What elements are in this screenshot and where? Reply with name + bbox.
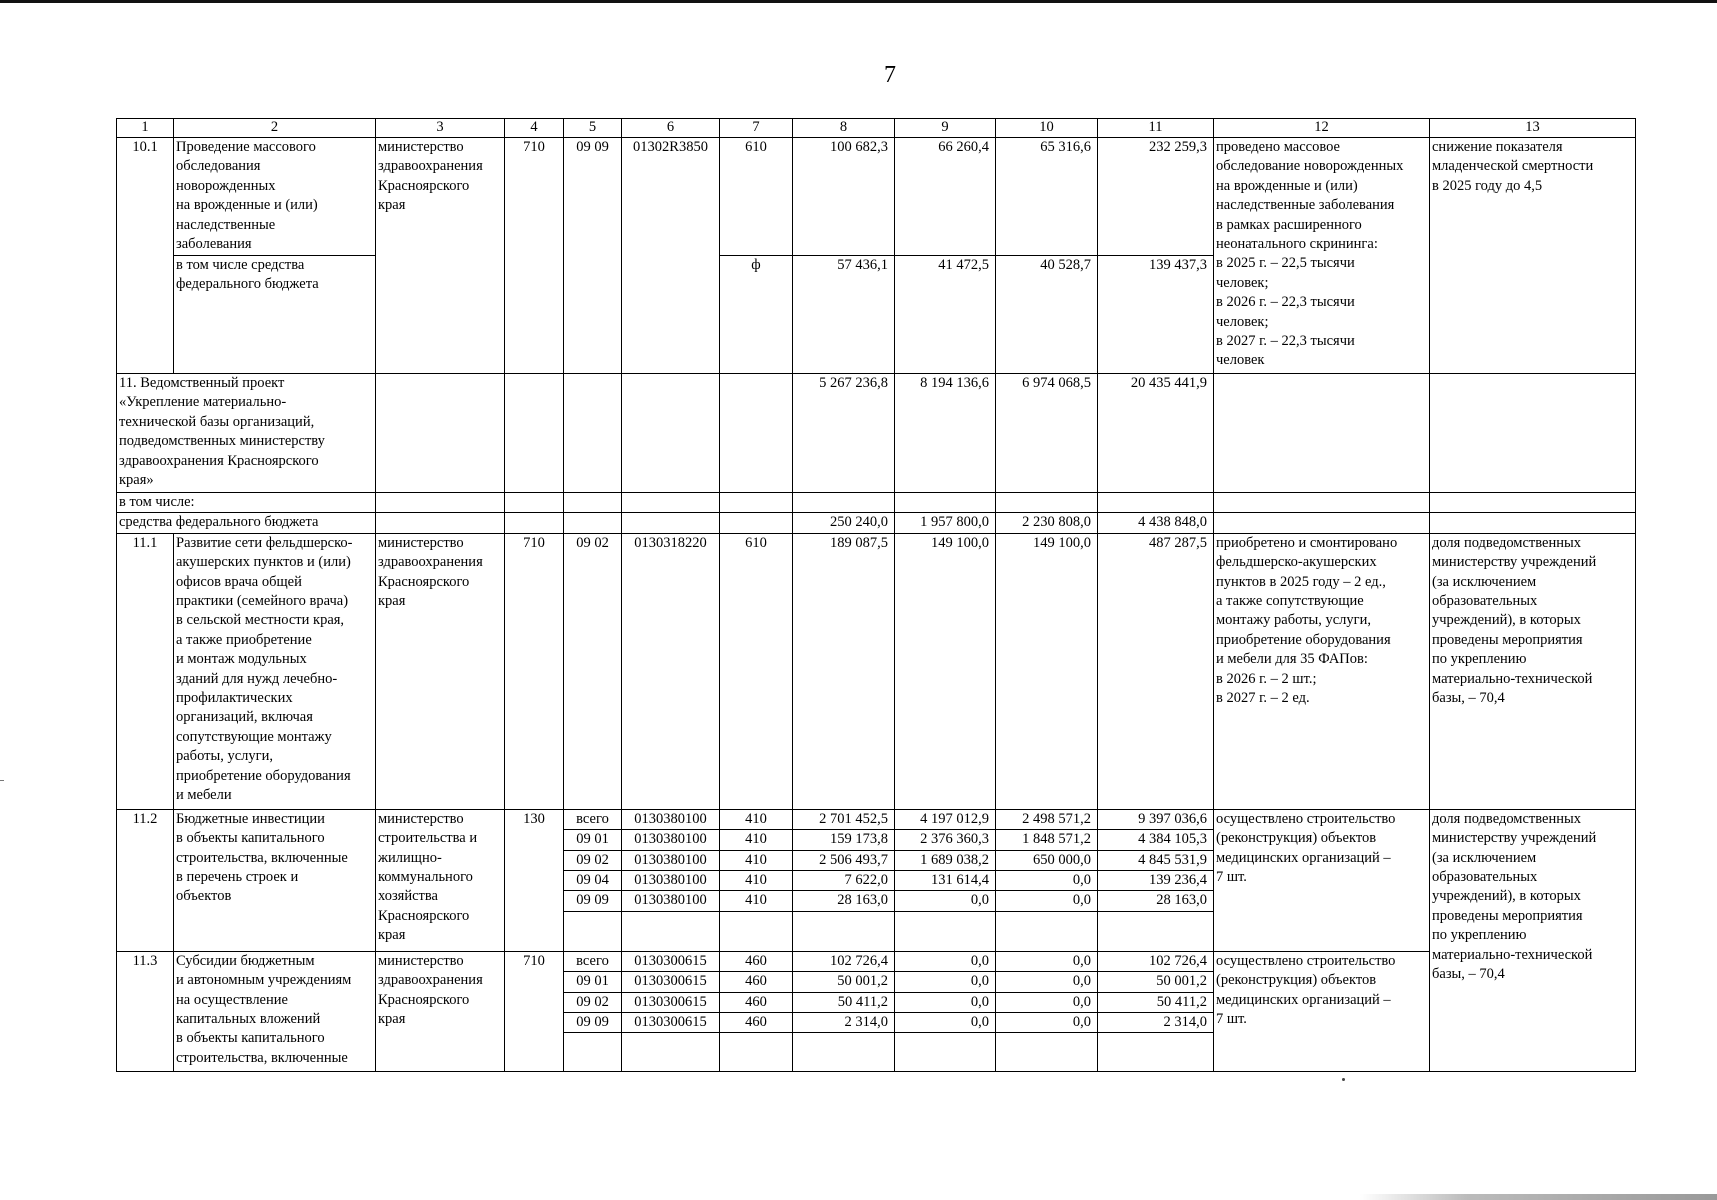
including-label: в том числе: [117, 493, 376, 513]
budget-table [116, 118, 1636, 1072]
cell-c9: 1 957 800,0 [895, 513, 996, 533]
cell-c7: 460 [720, 972, 793, 992]
cell-c7: 410 [720, 850, 793, 870]
header-cell: 10 [996, 119, 1098, 138]
result-text: проведено массовое обследование новорожденных на врожденные и (или) наследственные заболевания в рамках расширенного неонатального скрининга: в 2025 г. – 22,5 тысячи человек; в 2026 г. – 22,3 тысячи человек; в 2027 г. – 22,3 тысячи человек [1214, 138, 1430, 374]
cell-c5: всего [564, 809, 622, 829]
empty-cell [1214, 513, 1430, 533]
cell-c9: 0,0 [895, 891, 996, 911]
cell-c5: 09 02 [564, 533, 622, 809]
cell-c8: 2 506 493,7 [793, 850, 895, 870]
project-title: 11. Ведомственный проект «Укрепление материально- технической базы организаций, подведомственных министерству здравоохранения Красноярского края» [117, 374, 376, 493]
cell-c5: 09 09 [564, 138, 622, 374]
cell-c11: 4 384 105,3 [1098, 830, 1214, 850]
cell-c7: 460 [720, 992, 793, 1012]
cell-c10: 650 000,0 [996, 850, 1098, 870]
indicator-text: снижение показателя младенческой смертности в 2025 году до 4,5 [1430, 138, 1636, 374]
empty-cell [996, 493, 1098, 513]
header-cell: 3 [376, 119, 505, 138]
result-text: осуществлено строительство (реконструкция) объектов медицинских организаций – 7 шт. [1214, 809, 1430, 951]
table-row [117, 493, 1636, 513]
empty-cell [564, 374, 622, 493]
empty-cell [622, 374, 720, 493]
header-cell: 8 [793, 119, 895, 138]
empty-cell [564, 493, 622, 513]
cell-c5: 09 02 [564, 850, 622, 870]
cell-c7: 460 [720, 1013, 793, 1033]
header-cell: 11 [1098, 119, 1214, 138]
cell-c9: 66 260,4 [895, 138, 996, 256]
cell-c11: 50 001,2 [1098, 972, 1214, 992]
empty-cell [793, 1033, 895, 1072]
empty-cell [895, 1033, 996, 1072]
cell-c11: 487 287,5 [1098, 533, 1214, 809]
cell-c11: 139 236,4 [1098, 871, 1214, 891]
cell-c6: 0130380100 [622, 809, 720, 829]
empty-cell [895, 493, 996, 513]
empty-cell [1214, 374, 1430, 493]
empty-cell [1430, 374, 1636, 493]
cell-c10: 0,0 [996, 992, 1098, 1012]
cell-c6: 0130380100 [622, 830, 720, 850]
empty-cell [564, 911, 622, 951]
empty-cell [1214, 493, 1430, 513]
cell-c11: 102 726,4 [1098, 951, 1214, 971]
cell-c8: 28 163,0 [793, 891, 895, 911]
empty-cell [793, 911, 895, 951]
cell-c8: 50 001,2 [793, 972, 895, 992]
header-cell: 5 [564, 119, 622, 138]
header-cell: 1 [117, 119, 174, 138]
cell-c6: 0130380100 [622, 891, 720, 911]
cell-c10: 2 498 571,2 [996, 809, 1098, 829]
empty-cell [622, 513, 720, 533]
cell-c8: 5 267 236,8 [793, 374, 895, 493]
empty-cell [564, 1033, 622, 1072]
scan-mark [0, 780, 4, 781]
executor: министерство строительства и жилищно- коммунального хозяйства Красноярского края [376, 809, 505, 951]
cell-c9: 131 614,4 [895, 871, 996, 891]
header-cell: 4 [505, 119, 564, 138]
cell-c11: 4 438 848,0 [1098, 513, 1214, 533]
empty-cell [1098, 493, 1214, 513]
empty-cell [720, 374, 793, 493]
cell-c8: 100 682,3 [793, 138, 895, 256]
cell-c4: 130 [505, 809, 564, 951]
scan-top-edge [0, 0, 1717, 3]
cell-c5: 09 09 [564, 1013, 622, 1033]
empty-cell [1430, 513, 1636, 533]
result-text: осуществлено строительство (реконструкция) объектов медицинских организаций – 7 шт. [1214, 951, 1430, 1072]
cell-c10: 149 100,0 [996, 533, 1098, 809]
executor: министерство здравоохранения Красноярского края [376, 138, 505, 374]
cell-c8: 2 701 452,5 [793, 809, 895, 829]
cell-c8: 7 622,0 [793, 871, 895, 891]
cell-c11: 2 314,0 [1098, 1013, 1214, 1033]
header-cell: 7 [720, 119, 793, 138]
executor: министерство здравоохранения Красноярского края [376, 951, 505, 1072]
cell-c7: 410 [720, 830, 793, 850]
cell-c4: 710 [505, 138, 564, 374]
cell-c6: 0130318220 [622, 533, 720, 809]
empty-cell [1098, 1033, 1214, 1072]
cell-c7: 410 [720, 891, 793, 911]
activity-name: Бюджетные инвестиции в объекты капитального строительства, включенные в перечень строек и объектов [174, 809, 376, 951]
cell-c7: 610 [720, 533, 793, 809]
cell-c10: 1 848 571,2 [996, 830, 1098, 850]
cell-c7: ф [720, 256, 793, 374]
header-cell: 13 [1430, 119, 1636, 138]
table-row [117, 951, 1636, 971]
cell-c9: 2 376 360,3 [895, 830, 996, 850]
cell-c8: 159 173,8 [793, 830, 895, 850]
empty-cell [505, 513, 564, 533]
cell-c6: 0130300615 [622, 972, 720, 992]
cell-c10: 0,0 [996, 1013, 1098, 1033]
row-number: 11.1 [117, 533, 174, 809]
row-number: 11.2 [117, 809, 174, 951]
cell-c11: 4 845 531,9 [1098, 850, 1214, 870]
cell-c11: 9 397 036,6 [1098, 809, 1214, 829]
cell-c11: 28 163,0 [1098, 891, 1214, 911]
cell-c10: 0,0 [996, 891, 1098, 911]
cell-c4: 710 [505, 951, 564, 1072]
empty-cell [1430, 493, 1636, 513]
cell-c11: 232 259,3 [1098, 138, 1214, 256]
cell-c11: 139 437,3 [1098, 256, 1214, 374]
cell-c9: 1 689 038,2 [895, 850, 996, 870]
empty-cell [996, 1033, 1098, 1072]
cell-c10: 6 974 068,5 [996, 374, 1098, 493]
cell-c9: 0,0 [895, 992, 996, 1012]
empty-cell [720, 513, 793, 533]
cell-c8: 57 436,1 [793, 256, 895, 374]
cell-c6: 0130380100 [622, 871, 720, 891]
empty-cell [564, 513, 622, 533]
cell-c6: 0130300615 [622, 951, 720, 971]
cell-c9: 4 197 012,9 [895, 809, 996, 829]
cell-c11: 20 435 441,9 [1098, 374, 1214, 493]
cell-c5: 09 01 [564, 830, 622, 850]
table-row [117, 138, 1636, 256]
empty-cell [376, 513, 505, 533]
indicator-text: доля подведомственных министерству учреждений (за исключением образовательных учреждений), в которых проведены мероприятия по укреплению материально-технической базы, – 70,4 [1430, 533, 1636, 809]
cell-c6: 0130300615 [622, 1013, 720, 1033]
header-cell: 6 [622, 119, 720, 138]
empty-cell [720, 1033, 793, 1072]
cell-c7: 410 [720, 809, 793, 829]
activity-name: Субсидии бюджетным и автономным учреждениям на осуществление капитальных вложений в объекты капитального строительства, включенные [174, 951, 376, 1072]
cell-c7: 610 [720, 138, 793, 256]
cell-c9: 0,0 [895, 951, 996, 971]
empty-cell [376, 374, 505, 493]
activity-name: в том числе средства федерального бюджета [174, 256, 376, 374]
header-cell: 9 [895, 119, 996, 138]
empty-cell [895, 911, 996, 951]
cell-c10: 40 528,7 [996, 256, 1098, 374]
cell-c7: 460 [720, 951, 793, 971]
cell-c5: 09 04 [564, 871, 622, 891]
cell-c10: 0,0 [996, 871, 1098, 891]
scan-dot [1342, 1078, 1345, 1081]
scan-smudge [1360, 1194, 1717, 1200]
empty-cell [720, 911, 793, 951]
empty-cell [505, 374, 564, 493]
cell-c8: 189 087,5 [793, 533, 895, 809]
table-row [117, 513, 1636, 533]
cell-c11: 50 411,2 [1098, 992, 1214, 1012]
cell-c10: 2 230 808,0 [996, 513, 1098, 533]
page-number: 7 [884, 62, 896, 88]
cell-c6: 0130300615 [622, 992, 720, 1012]
row-number: 10.1 [117, 138, 174, 374]
empty-cell [505, 493, 564, 513]
cell-c6: 01302R3850 [622, 138, 720, 374]
cell-c7: 410 [720, 871, 793, 891]
cell-c8: 250 240,0 [793, 513, 895, 533]
table-row [117, 533, 1636, 809]
cell-c9: 0,0 [895, 972, 996, 992]
cell-c9: 0,0 [895, 1013, 996, 1033]
table-row [117, 809, 1636, 829]
empty-cell [622, 911, 720, 951]
cell-c10: 0,0 [996, 951, 1098, 971]
header-cell: 2 [174, 119, 376, 138]
activity-name: Проведение массового обследования новорожденных на врожденные и (или) наследственные заболевания [174, 138, 376, 256]
cell-c5: 09 02 [564, 992, 622, 1012]
empty-cell [622, 1033, 720, 1072]
cell-c5: 09 01 [564, 972, 622, 992]
table-row [117, 374, 1636, 493]
indicator-text: доля подведомственных министерству учреждений (за исключением образовательных учреждений), в которых проведены мероприятия по укреплению материально-технической базы, – 70,4 [1430, 809, 1636, 1072]
cell-c9: 8 194 136,6 [895, 374, 996, 493]
cell-c5: 09 09 [564, 891, 622, 911]
cell-c10: 65 316,6 [996, 138, 1098, 256]
empty-cell [376, 493, 505, 513]
executor: министерство здравоохранения Красноярского края [376, 533, 505, 809]
activity-name: Развитие сети фельдшерско- акушерских пунктов и (или) офисов врача общей практики (семейного врача) в сельской местности края, а также приобретение и монтаж модульных зданий для нужд лечебно- профилактических организаций, включая сопутствующие монтажу работы, услуги, приобретение оборудования и мебели [174, 533, 376, 809]
header-cell: 12 [1214, 119, 1430, 138]
empty-cell [1098, 911, 1214, 951]
cell-c9: 41 472,5 [895, 256, 996, 374]
cell-c8: 102 726,4 [793, 951, 895, 971]
cell-c10: 0,0 [996, 972, 1098, 992]
cell-c4: 710 [505, 533, 564, 809]
cell-c5: всего [564, 951, 622, 971]
header-row [117, 119, 1636, 138]
empty-cell [720, 493, 793, 513]
cell-c8: 2 314,0 [793, 1013, 895, 1033]
row-number: 11.3 [117, 951, 174, 1072]
cell-c6: 0130380100 [622, 850, 720, 870]
cell-c8: 50 411,2 [793, 992, 895, 1012]
empty-cell [622, 493, 720, 513]
federal-funds-label: средства федерального бюджета [117, 513, 376, 533]
empty-cell [996, 911, 1098, 951]
empty-cell [793, 493, 895, 513]
result-text: приобретено и смонтировано фельдшерско-акушерских пунктов в 2025 году – 2 ед., а также сопутствующие монтажу работы, услуги, приобретение оборудования и мебели для 35 ФАПов: в 2026 г. – 2 шт.; в 2027 г. – 2 ед. [1214, 533, 1430, 809]
cell-c9: 149 100,0 [895, 533, 996, 809]
